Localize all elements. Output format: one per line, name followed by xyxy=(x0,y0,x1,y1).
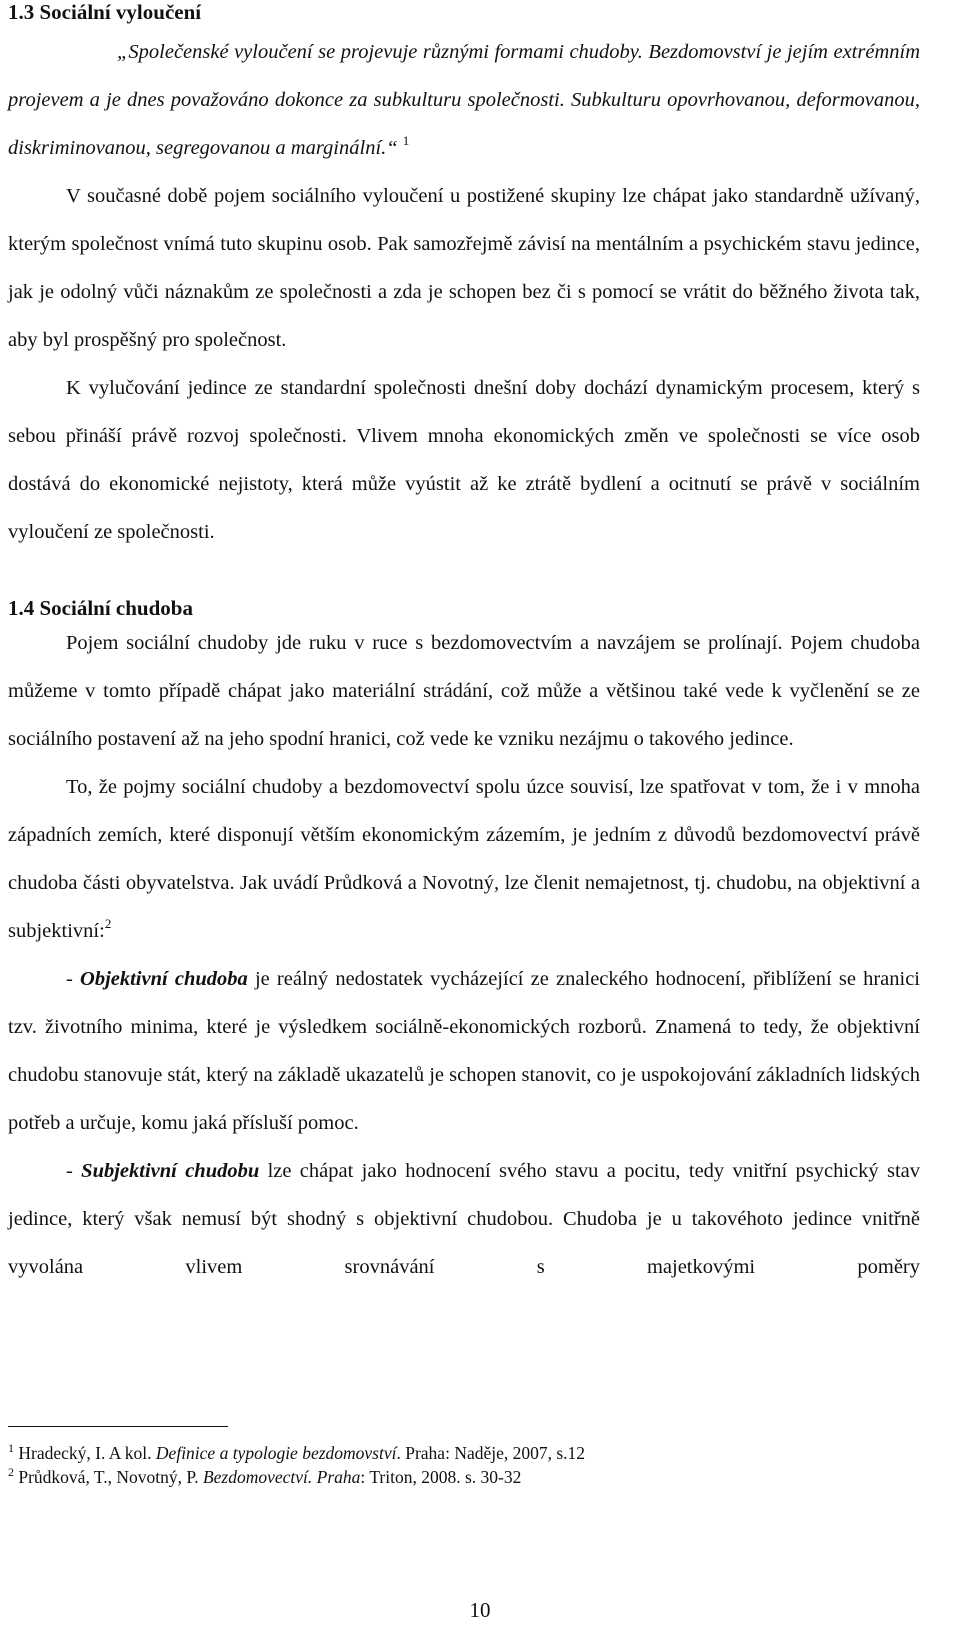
footnote-ref-2[interactable]: 2 xyxy=(104,916,112,931)
objective-poverty-term: Objektivní chudoba xyxy=(80,968,248,990)
footnotes xyxy=(8,1441,920,1489)
paragraph-text: To, že pojmy sociální chudoby a bezdomovectví spolu úzce souvisí, lze spatřovat v tom, že i v mnoha západních zemích, které disponují větším ekonomickým zázemím, je jedním z důvodů bezdomovectví právě chudoba části obyvatelstva. Jak uvádí Průdková a Novotný, lze členit nemajetnost, tj. chudobu, na objektivní a subjektivní: xyxy=(8,776,920,942)
section-heading-1-3 xyxy=(8,0,920,26)
footnote-title: Bezdomovectví. Praha xyxy=(202,1467,361,1487)
objective-poverty-text: je reálný nedostatek vycházející ze znaleckého hodnocení, přiblížení se hranici tzv. životního minima, které je výsledkem sociálně-ekonomických rozborů. Znamená to tedy, že objektivní chudobu stanovuje stát, který na základě ukazatelů je schopen stanovit, co je uspokojování základních lidských potřeb a určuje, komu jaká přísluší pomoc. xyxy=(8,968,921,1134)
subjective-poverty-term: Subjektivní chudobu xyxy=(81,1160,260,1182)
quote-text: „Společenské vyloučení se projevuje různými formami chudoby. Bezdomovství je jejím extrémním projevem a je dnes považováno dokonce za subkulturu společnosti. Subkulturu opovrhovanou, deformovanou, diskriminovanou, segregovanou a marginální.“ xyxy=(8,41,920,159)
footnote-ref-1[interactable]: 1 xyxy=(402,133,410,148)
footnote-text: Hradecký, I. A kol. xyxy=(14,1443,156,1463)
subjective-poverty-text: lze chápat jako hodnocení svého stavu a pocitu, tedy vnitřní psychický stav jedince, který však nemusí být shodný s objektivní chudobou. Chudoba je u takovéhoto jedince vnitřně vyvolána vlivem srovnávání s majetkovými poměry xyxy=(8,1160,920,1278)
footnote-title: Definice a typologie bezdomovství xyxy=(155,1443,397,1463)
page-number: 10 xyxy=(469,1598,491,1622)
footnote-2 xyxy=(8,1465,920,1489)
subjective-poverty-paragraph xyxy=(8,1147,920,1291)
objective-poverty-paragraph xyxy=(8,955,920,1147)
paragraph-social-exclusion-1: V současné době pojem sociálního vyloučení u postižené skupiny lze chápat jako standardně užívaný, kterým společnost vnímá tuto skupinu osob. Pak samozřejmě závisí na mentálním a psychickém stavu jedince, jak je odolný vůči náznakům ze společnosti a zda je schopen bez či s pomocí se vrátit do běžného života tak, aby byl prospěšný pro společnost. xyxy=(8,185,920,351)
footnote-number: 2 xyxy=(8,1465,14,1479)
quote-paragraph xyxy=(8,28,920,172)
heading-text: 1.4 Sociální chudoba xyxy=(8,596,193,620)
list-dash: - xyxy=(66,968,81,990)
footnote-number: 1 xyxy=(8,1441,14,1455)
paragraph-social-poverty-2 xyxy=(8,763,920,955)
list-dash: - xyxy=(66,1160,82,1182)
footnote-text: . Praha: Naděje, 2007, s.12 xyxy=(396,1443,586,1463)
footnote-text: : Triton, 2008. s. 30-32 xyxy=(360,1467,522,1487)
paragraph-social-poverty-1: Pojem sociální chudoby jde ruku v ruce s bezdomovectvím a navzájem se prolínají. Pojem chudoba můžeme v tomto případě chápat jako materiální strádání, což může a většinou také vede k vyčlenění se ze sociálního postavení až na jeho spodní hranici, což vede ke vzniku nezájmu o takového jedince. xyxy=(8,632,920,750)
document-page xyxy=(8,0,920,1291)
section-heading-1-4 xyxy=(8,595,920,622)
footnote-text: Průdková, T., Novotný, P. xyxy=(14,1467,203,1487)
paragraph-social-exclusion-2: K vylučování jedince ze standardní společnosti dnešní doby dochází dynamickým procesem, který s sebou přináší právě rozvoj společnosti. Vlivem mnoha ekonomických změn ve společnosti se více osob dostává do ekonomické nejistoty, která může vyústit až ke ztrátě bydlení a ocitnutí se právě v sociálním vyloučení ze společnosti. xyxy=(8,377,920,543)
footnote-1 xyxy=(8,1441,920,1465)
heading-text: 1.3 Sociální vyloučení xyxy=(8,0,202,24)
footnote-divider xyxy=(8,1426,228,1427)
